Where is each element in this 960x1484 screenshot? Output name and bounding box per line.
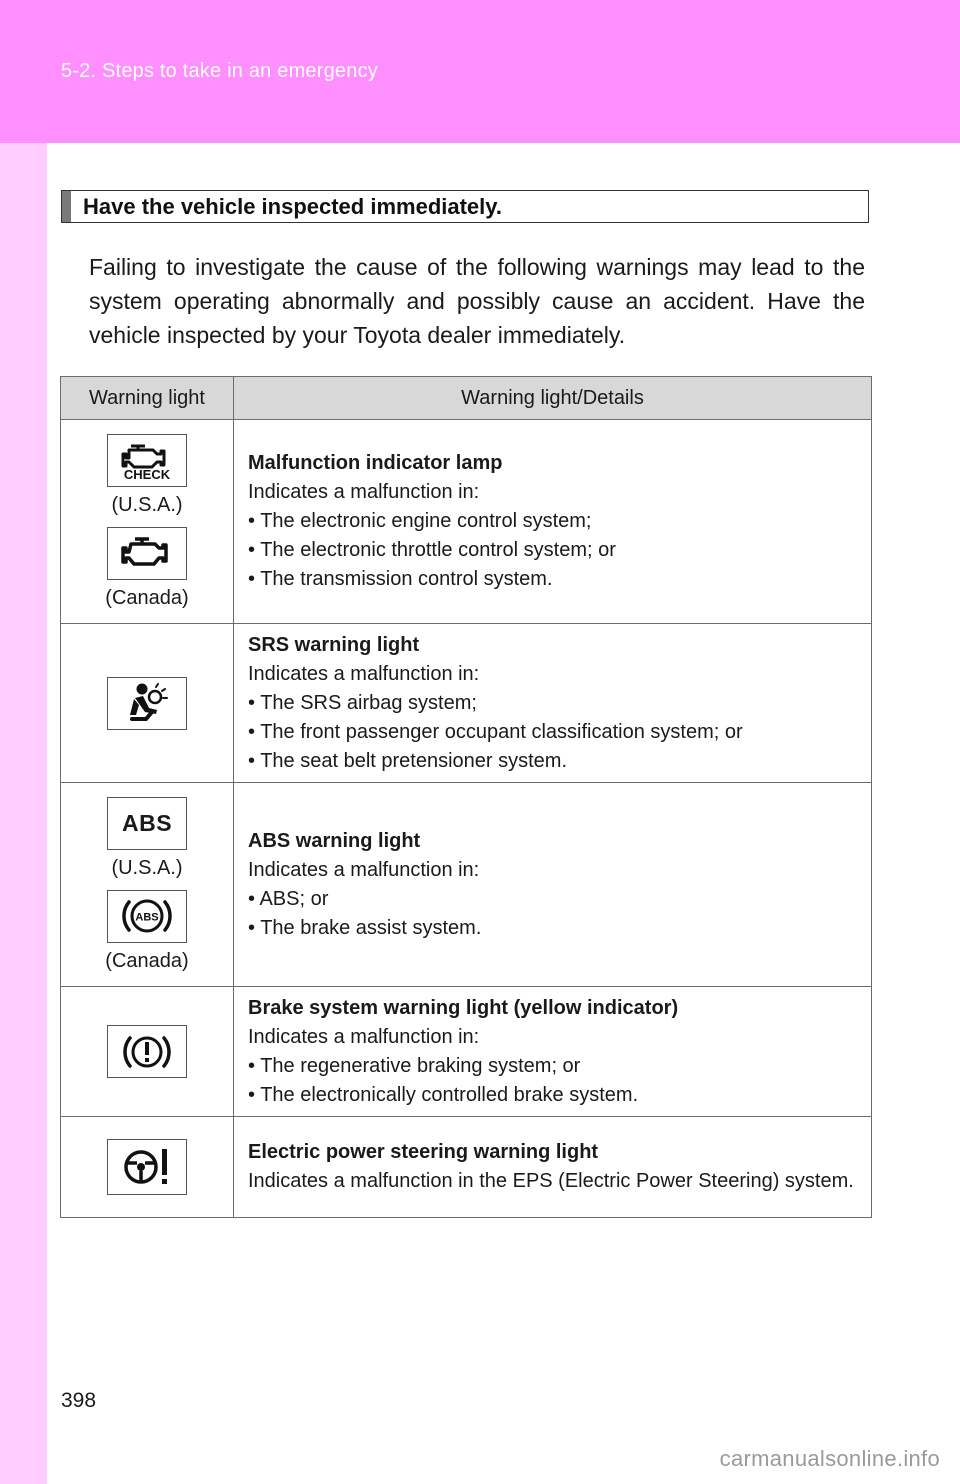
- warning-item: • The SRS airbag system;: [248, 691, 477, 714]
- region-label-canada: (Canada): [105, 586, 189, 609]
- warning-intro: Indicates a malfunction in:: [248, 858, 480, 881]
- warning-title: Malfunction indicator lamp: [248, 452, 503, 474]
- table-row: [61, 624, 872, 783]
- table-row: [61, 783, 872, 987]
- warning-intro: Indicates a malfunction in the EPS (Electric Power Steering) system.: [248, 1170, 854, 1192]
- warning-title: ABS warning light: [248, 829, 421, 852]
- brake-warning-icon: [107, 1025, 187, 1078]
- region-label-usa: (U.S.A.): [111, 856, 183, 879]
- warning-item: • The regenerative braking system; or: [248, 1054, 581, 1077]
- region-label-usa: (U.S.A.): [111, 493, 183, 516]
- srs-airbag-icon: [107, 677, 187, 730]
- section-heading-text: Have the vehicle inspected immediately.: [83, 194, 502, 219]
- details-cell: [234, 624, 872, 783]
- section-heading: [61, 190, 869, 223]
- warning-item: • The front passenger occupant classification system; or: [248, 720, 743, 743]
- check-engine-label: CHECK: [123, 467, 171, 482]
- details-cell: [234, 420, 872, 624]
- intro-paragraph: Failing to investigate the cause of the following warnings may lead to the system operating abnormally and possibly cause an accident. Have the vehicle inspected by your Toyota dealer immediately.: [89, 254, 865, 348]
- section-breadcrumb: 5-2. Steps to take in an emergency: [61, 60, 378, 82]
- abs-icon: [107, 797, 187, 850]
- warning-intro: Indicates a malfunction in:: [248, 481, 480, 503]
- heading-bar: [62, 191, 71, 222]
- abs-circle-icon: [107, 890, 187, 943]
- warning-item: • The electronically controlled brake system.: [248, 1083, 639, 1106]
- eps-warning-icon: [107, 1139, 187, 1195]
- warning-intro: Indicates a malfunction in:: [248, 1025, 480, 1048]
- column-header-details: Warning light/Details: [234, 377, 872, 420]
- abs-icon-label: ABS: [121, 809, 173, 836]
- warning-title: Brake system warning light (yellow indicator): [248, 996, 679, 1019]
- warning-light-cell: [61, 1117, 234, 1218]
- warning-item: • The seat belt pretensioner system.: [248, 749, 568, 772]
- table-row: [61, 420, 872, 624]
- details-cell: [234, 1117, 872, 1218]
- table-row: [61, 1117, 872, 1218]
- warning-light-cell: [61, 987, 234, 1117]
- warning-item: • The electronic engine control system;: [248, 510, 592, 532]
- warning-item: • ABS; or: [248, 887, 329, 910]
- warning-item: • The electronic throttle control system; or: [248, 539, 616, 561]
- column-header-warning-light: Warning light: [61, 377, 234, 420]
- warning-item: • The transmission control system.: [248, 568, 553, 590]
- table-row: [61, 987, 872, 1117]
- warning-light-cell: [61, 624, 234, 783]
- warning-title: SRS warning light: [248, 633, 420, 656]
- abs-circle-label: ABS: [135, 911, 159, 924]
- warning-light-cell: [61, 420, 234, 624]
- warning-light-cell: [61, 783, 234, 987]
- warning-title: Electric power steering warning light: [248, 1141, 599, 1163]
- side-band: [0, 143, 47, 1484]
- warning-light-table: [60, 376, 872, 1218]
- details-cell: [234, 783, 872, 987]
- watermark-link[interactable]: carmanualsonline.info: [719, 1446, 940, 1471]
- warning-item: • The brake assist system.: [248, 916, 482, 939]
- check-engine-icon: [107, 434, 187, 487]
- details-cell: [234, 987, 872, 1117]
- table-header-row: [61, 377, 872, 420]
- region-label-canada: (Canada): [105, 949, 189, 972]
- page-number: 398: [61, 1389, 97, 1412]
- warning-intro: Indicates a malfunction in:: [248, 662, 480, 685]
- engine-icon: [107, 527, 187, 580]
